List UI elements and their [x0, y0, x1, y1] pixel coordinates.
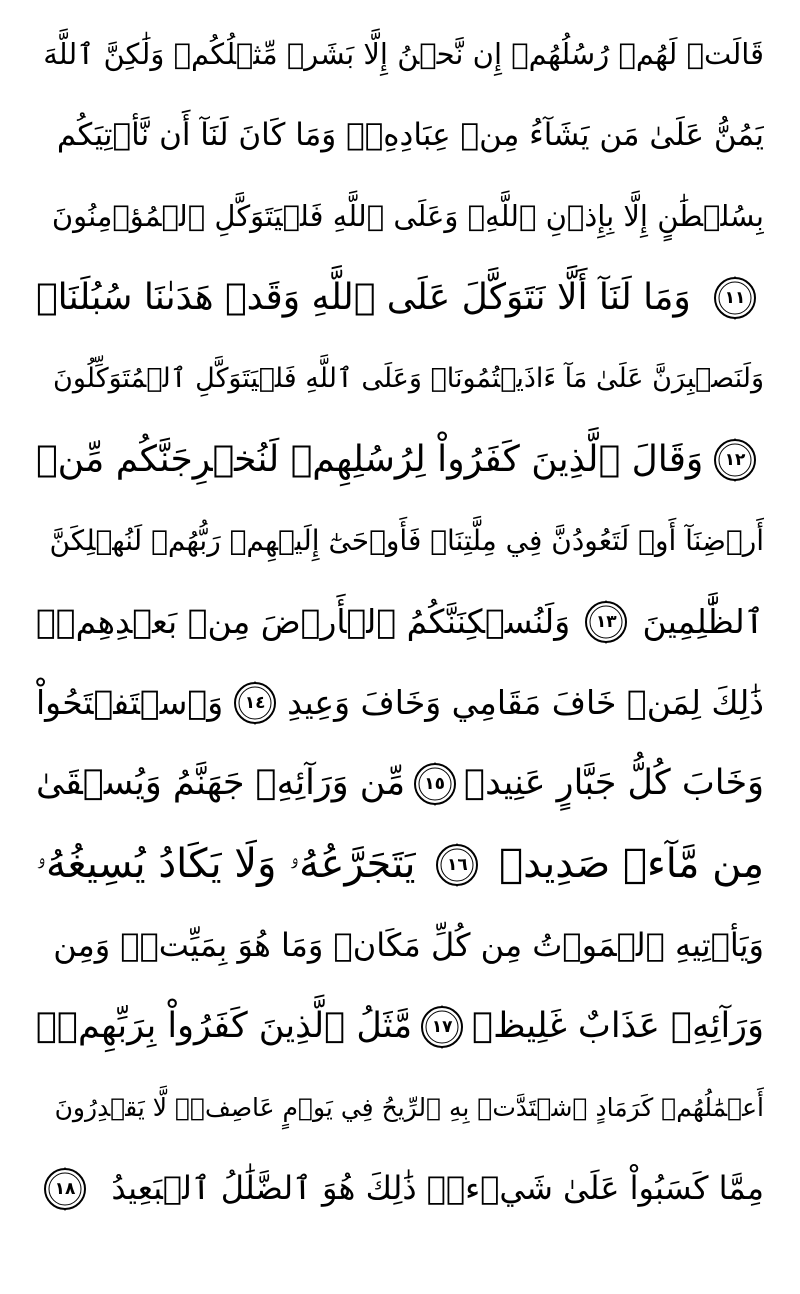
verse-text: وَٱسۡتَفۡتَحُواْ — [36, 683, 224, 722]
verse-text: وَلَنَصۡبِرَنَّ عَلَىٰ مَآ ءَاذَيۡتُمُونَاۚ وَعَلَى ٱللَّهِ فَلۡيَتَوَكَّلِ ٱلۡمُتَوَكِّلُونَ — [53, 363, 764, 394]
text-line — [36, 1067, 764, 1148]
ayah-number-marker — [412, 761, 458, 807]
text-line — [36, 662, 764, 743]
text-line — [36, 500, 764, 581]
text-line — [36, 986, 764, 1067]
ayah-number-marker — [419, 1004, 465, 1050]
text-line — [36, 176, 764, 257]
ayah-number-marker — [712, 437, 758, 483]
verse-text: قَالَتۡ لَهُمۡ رُسُلُهُمۡ إِن نَّحۡنُ إِلَّا بَشَرٞ مِّثۡلُكُمۡ وَلَٰكِنَّ ٱللَّهَ — [43, 37, 764, 71]
verse-text: يَتَجَرَّعُهُۥ وَلَا يَكَادُ يُسِيغُهُۥ — [36, 841, 416, 887]
text-line — [36, 338, 764, 419]
verse-text: مَّثَلُ ٱلَّذِينَ كَفَرُواْ بِرَبِّهِمۡۖ — [36, 1006, 413, 1046]
verse-text: مِمَّا كَسَبُواْ عَلَىٰ شَيۡءٖۚ ذَٰلِكَ هُوَ ٱلضَّلَٰلُ ٱلۡبَعِيدُ — [111, 1169, 764, 1207]
text-line — [36, 743, 764, 824]
verse-text: مِن مَّآءٖ صَدِيدٖ — [499, 841, 764, 887]
ayah-number-marker — [434, 842, 480, 888]
text-line — [36, 581, 764, 662]
ayah-number: ١١ — [724, 287, 746, 308]
verse-text: وَمَا لَنَآ أَلَّا نَتَوَكَّلَ عَلَى ٱللَّهِ وَقَدۡ هَدَىٰنَا سُبُلَنَاۚ — [36, 277, 691, 318]
text-line — [36, 419, 764, 500]
verse-text: وَقَالَ ٱلَّذِينَ كَفَرُواْ لِرُسُلِهِمۡ لَنُخۡرِجَنَّكُم مِّنۡ — [36, 439, 704, 480]
ayah-number: ١٦ — [446, 854, 468, 875]
text-line — [36, 1148, 764, 1229]
verse-text: مِّن وَرَآئِهِۦ جَهَنَّمُ وَيُسۡقَىٰ — [36, 763, 406, 803]
ayah-number: ١٥ — [424, 773, 446, 794]
text-line — [36, 95, 764, 176]
text-line — [36, 257, 764, 338]
text-line — [36, 824, 764, 905]
ayah-number-marker — [42, 1166, 88, 1212]
ayah-number-marker — [712, 275, 758, 321]
verse-text: أَعۡمَٰلُهُمۡ كَرَمَادٍ ٱشۡتَدَّتۡ بِهِ ٱلرِّيحُ فِي يَوۡمٍ عَاصِفٖۖ لَّا يَقۡدِرُونَ — [54, 1093, 764, 1122]
verse-text: أَرۡضِنَآ أَوۡ لَتَعُودُنَّ فِي مِلَّتِنَاۖ فَأَوۡحَىٰٓ إِلَيۡهِمۡ رَبُّهُمۡ لَنُهۡلِكَنَّ — [49, 524, 764, 557]
verse-text: ذَٰلِكَ لِمَنۡ خَافَ مَقَامِي وَخَافَ وَعِيدِ — [287, 683, 764, 722]
ayah-number: ١٢ — [724, 449, 746, 470]
text-line — [36, 905, 764, 986]
verse-text: وَخَابَ كُلُّ جَبَّارٍ عَنِيدٖ — [464, 763, 764, 803]
verse-text: بِسُلۡطَٰنٍ إِلَّا بِإِذۡنِ ٱللَّهِۚ وَعَلَى ٱللَّهِ فَلۡيَتَوَكَّلِ ٱلۡمُؤۡمِنُونَ — [51, 199, 764, 233]
verse-text: يَمُنُّ عَلَىٰ مَن يَشَآءُ مِنۡ عِبَادِهِۦۖ وَمَا كَانَ لَنَآ أَن نَّأۡتِيَكُم — [56, 117, 764, 153]
ayah-number-marker — [583, 599, 629, 645]
ayah-number: ١٤ — [244, 692, 266, 713]
ayah-number-marker — [232, 680, 278, 726]
verse-text: وَلَنُسۡكِنَنَّكُمُ ٱلۡأَرۡضَ مِنۢ بَعۡدِهِمۡۚ — [36, 602, 571, 641]
verse-text: وَيَأۡتِيهِ ٱلۡمَوۡتُ مِن كُلِّ مَكَانٖ وَمَا هُوَ بِمَيِّتٖۖ وَمِن — [53, 926, 764, 964]
text-line — [36, 14, 764, 95]
verse-text: ٱلظَّٰلِمِينَ — [642, 602, 764, 641]
ayah-number: ١٧ — [431, 1016, 453, 1037]
verse-text: وَرَآئِهِۦ عَذَابٌ غَلِيظٞ — [472, 1006, 764, 1046]
ayah-number: ١٣ — [595, 611, 617, 632]
ayah-number: ١٨ — [54, 1178, 76, 1199]
